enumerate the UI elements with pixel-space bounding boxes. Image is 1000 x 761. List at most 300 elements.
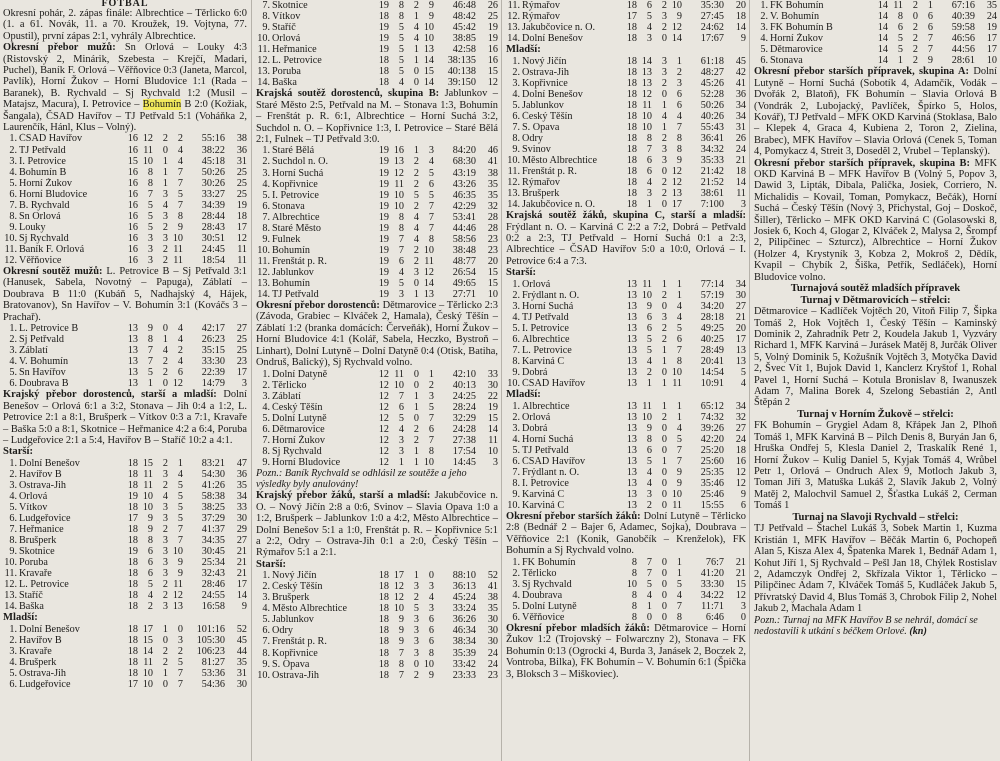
cell-score: 74:32 bbox=[700, 411, 724, 423]
cell-points: 10 bbox=[487, 289, 498, 301]
cell-wins: 5 bbox=[147, 579, 153, 591]
cell-points: 35 bbox=[986, 0, 997, 11]
cell-wins: 10 bbox=[393, 200, 404, 212]
cell-score: 11:71 bbox=[701, 600, 724, 612]
table-row bbox=[754, 22, 997, 33]
cell-score: 50:26 bbox=[700, 99, 724, 111]
cell-draws: 3 bbox=[661, 55, 667, 67]
cell-rank: 12. bbox=[4, 579, 17, 591]
cell-points: 25 bbox=[236, 188, 247, 200]
cell-wins: 13 bbox=[393, 156, 404, 168]
cell-draws: 3 bbox=[413, 581, 419, 593]
table-row bbox=[256, 369, 498, 380]
table-row bbox=[256, 636, 498, 647]
cell-team: Rýmařov bbox=[522, 177, 560, 189]
cell-played: 18 bbox=[626, 199, 637, 211]
cell-played: 18 bbox=[626, 166, 637, 178]
cell-played: 18 bbox=[378, 625, 389, 637]
cell-played: 19 bbox=[378, 244, 389, 256]
table-row bbox=[256, 603, 498, 614]
cell-points: 34 bbox=[735, 278, 746, 290]
cell-played: 16 bbox=[127, 133, 138, 145]
cell-points: 30 bbox=[487, 636, 498, 648]
cell-rank: 8. bbox=[512, 477, 520, 489]
cell-rank: 5. bbox=[262, 412, 270, 424]
cell-score: 41:37 bbox=[201, 524, 225, 536]
cell-team: Baška bbox=[19, 601, 44, 613]
cell-losses: 7 bbox=[676, 344, 682, 356]
cell-draws: 0 bbox=[413, 368, 419, 380]
cell-played: 13 bbox=[626, 311, 637, 323]
cell-played: 18 bbox=[127, 457, 138, 469]
cell-losses: 1 bbox=[676, 400, 682, 412]
cell-played: 18 bbox=[626, 155, 637, 167]
cell-draws: 1 bbox=[162, 623, 168, 635]
cell-wins: 4 bbox=[398, 77, 404, 89]
cell-losses: 7 bbox=[428, 434, 434, 446]
cell-rank: 6. bbox=[262, 625, 270, 637]
cell-losses: 2 bbox=[428, 379, 434, 391]
cell-team: Frenštát p. R. bbox=[272, 636, 327, 648]
cell-played: 13 bbox=[626, 444, 637, 456]
cell-score: 65:12 bbox=[700, 400, 724, 412]
pripravky-skupina-b-results bbox=[754, 158, 997, 283]
results-text: MFK OKD Karviná B – MFK Havířov B (Volný 5, Popov 3, Dawid 3, Lipták, Dibala, Palička, Josiek, Corriero, N. Michalidis – Kovail, Toman, Pomykacz, Bečák), Horní Suchá – Český Těšín (Nový 3, Přichystal, Goj – Doskoč, Šiller), Těrlicko – MFK OKD Karviná C (Golasowski 8, Josiek 6, Koch 4, Glogar 2, Klváček 2, Malysa 2, Šrompf 2, Pilipčinec – Szturcz), Albrechtice – Horní Žukov (Holzer 4, Krystyník 3, Kobza 2, Mokroš 2, Dědík, Kvapil – Chybík 2, Šiška, Petřík, Sedláček), Horní Bludovice volno. bbox=[754, 157, 997, 283]
cell-rank: 1. bbox=[512, 55, 520, 67]
cell-points: 19 bbox=[986, 22, 997, 34]
cell-draws: 1 bbox=[413, 570, 419, 582]
cell-wins: 7 bbox=[398, 390, 404, 402]
cell-losses: 4 bbox=[428, 592, 434, 604]
cell-losses: 6 bbox=[676, 333, 682, 345]
cell-team: Jakubčovice n. O. bbox=[522, 199, 595, 211]
cell-draws: 2 bbox=[661, 333, 667, 345]
cell-points: 34 bbox=[236, 490, 247, 502]
cell-score: 28:24 bbox=[452, 401, 476, 413]
cell-team: Havířov B bbox=[19, 634, 62, 646]
cell-draws: 3 bbox=[413, 614, 419, 626]
cell-rank: 5. bbox=[9, 177, 17, 189]
cell-draws: 0 bbox=[413, 66, 419, 78]
cell-losses: 7 bbox=[177, 679, 183, 691]
cell-team: ČSAD Havířov bbox=[19, 133, 83, 145]
cell-team: Horní Suchá bbox=[522, 433, 574, 445]
cell-rank: 5. bbox=[262, 189, 270, 201]
cell-team: Staříč bbox=[272, 22, 296, 34]
cell-points: 32 bbox=[487, 200, 498, 212]
cell-played: 19 bbox=[378, 189, 389, 201]
table-row bbox=[256, 614, 498, 625]
cell-played: 19 bbox=[378, 22, 389, 34]
cell-score: 23:33 bbox=[452, 669, 476, 681]
table-row bbox=[3, 590, 247, 601]
cell-losses: 5 bbox=[177, 656, 183, 668]
cell-played: 18 bbox=[127, 524, 138, 536]
cell-draws: 0 bbox=[162, 679, 168, 691]
cell-wins: 5 bbox=[398, 66, 404, 78]
table-row bbox=[3, 546, 247, 557]
table-row bbox=[3, 133, 247, 144]
cell-points: 25 bbox=[236, 177, 247, 189]
cell-wins: 7 bbox=[147, 356, 153, 368]
cell-draws: 2 bbox=[912, 33, 918, 45]
cell-rank: 6. bbox=[512, 333, 520, 345]
scorers-paragraph: TJ Petřvald – Štachel Lukáš 3, Sobek Martin 1, Kuzma Kristián 1, MFK Havířov – Běčák Martin 6, Pochopeň Alan 5, Kisza Alex 4, Špatenka Marek 1, Bednář Adam 1, Kohut Jiří 1, Sj Rychvald – Pešl Jan 18, Chýlek Rostislav 2, Adamczyk Ondřej 2, Skřízala Viktor 1, Těrlicko – Pilipčinec Adam 7, Klváček Tomáš 5, Kudláček Jakub 5, Přívratský David 4, Blus Tomáš 3, Chrobok Filip 2, Nohel Jakub 2, Machala Adam 1 bbox=[754, 523, 997, 615]
cell-losses: 14 bbox=[423, 55, 434, 67]
cell-losses: 11 bbox=[173, 243, 183, 255]
cell-rank: 4. bbox=[262, 178, 270, 190]
cell-points: 15 bbox=[487, 277, 498, 289]
cell-played: 19 bbox=[378, 277, 389, 289]
table-row bbox=[256, 201, 498, 212]
cell-rank: 6. bbox=[512, 110, 520, 122]
cell-losses: 6 bbox=[927, 22, 933, 34]
cell-score: 33:30 bbox=[700, 578, 724, 590]
cell-losses: 14 bbox=[671, 33, 682, 45]
cell-rank: 4. bbox=[512, 88, 520, 100]
cell-points: 24 bbox=[986, 11, 997, 23]
cell-team: Karviná C bbox=[522, 499, 565, 511]
cell-played: 18 bbox=[378, 647, 389, 659]
cell-losses: 2 bbox=[177, 345, 183, 357]
cell-losses: 2 bbox=[676, 66, 682, 78]
cell-points: 15 bbox=[487, 266, 498, 278]
cell-played: 12 bbox=[378, 390, 389, 402]
cell-points: 15 bbox=[487, 412, 498, 424]
cell-wins: 1 bbox=[147, 378, 153, 390]
table-row bbox=[3, 513, 247, 524]
cell-rank: 10. bbox=[4, 232, 17, 244]
cell-played: 14 bbox=[877, 22, 888, 34]
subheading-mladsi: Mladší: bbox=[506, 44, 541, 56]
cell-team: Fulnek bbox=[272, 233, 301, 245]
cell-points: 11 bbox=[488, 434, 498, 446]
krajsky-prebor-zaku-results bbox=[256, 490, 498, 558]
table-row bbox=[506, 334, 746, 345]
cell-wins: 1 bbox=[398, 456, 404, 468]
cell-losses: 13 bbox=[671, 188, 682, 200]
cell-score: 35:46 bbox=[700, 477, 724, 489]
cell-rank: 1. bbox=[9, 133, 17, 145]
cell-draws: 3 bbox=[661, 66, 667, 78]
cell-team: Staré Město bbox=[272, 222, 321, 234]
cell-rank: 4. bbox=[9, 166, 17, 178]
cell-points: 3 bbox=[740, 199, 746, 211]
cell-losses: 1 bbox=[177, 457, 183, 469]
cell-score: 43:19 bbox=[452, 167, 476, 179]
cell-draws: 2 bbox=[413, 255, 419, 267]
section-heading: Okresní přebor mužů: bbox=[3, 42, 116, 54]
cell-points: 30 bbox=[735, 289, 746, 301]
cell-played: 18 bbox=[378, 603, 389, 615]
results-text: B 2:0 (Kožiak, Šangala), ČSAD Havířov – TJ Petřvald 5:1 (Voháňka 2, Laurenčík, Hánl, Klus – Volný). bbox=[3, 99, 247, 134]
cell-score: 45:42 bbox=[452, 22, 476, 34]
results-text: Jakubčovice n. O. – Nový Jičín 2:8 a 0:6, Svinov – Slavia Opava 1:0 a 1:2, Brušperk – Jablunkov 1:0 a 4:2, Město Albrechtice – Dolní Benešov 5:1 a 1:0, Frenštát p. R. – Kopřivnice 5:1 a 2:2, Odry – Ostrava-Jih 0:1 a 2:0, Český Těšín – Rýmařov 5:1 a 2:1. bbox=[256, 490, 498, 559]
table-row bbox=[256, 625, 498, 636]
cell-rank: 12. bbox=[257, 266, 270, 278]
cell-points: 41 bbox=[487, 156, 498, 168]
cell-score: 34:20 bbox=[700, 300, 724, 312]
cell-points: 36 bbox=[236, 468, 247, 480]
cell-score: 34:35 bbox=[201, 535, 225, 547]
cell-score: 33:27 bbox=[201, 188, 225, 200]
standings-table bbox=[3, 624, 247, 690]
cell-team: FK Bohumín bbox=[770, 0, 824, 11]
cell-draws: 1 bbox=[661, 344, 667, 356]
cell-points: 14 bbox=[735, 177, 746, 189]
cell-draws: 4 bbox=[413, 22, 419, 34]
table-row bbox=[506, 312, 746, 323]
cell-points: 24 bbox=[735, 433, 746, 445]
table-row bbox=[506, 500, 746, 511]
cell-draws: 3 bbox=[162, 601, 168, 613]
scorers-paragraph: FK Bohumín – Grygiel Adam 8, Křápek Jan 2, Plhoň Tomáš 1, MFK Karviná B – Pilch Denis 8, Buryán Jan 6, Hruška Ondřej 5, Klesla Daniel 2, Traskalík René 1, Horní Žukov – Kulig Daniel 5, Kyjak Tomáš 4, Wrůbel Petr 1, Orlová – Ondruch Alex 9, Motloch Jakub 3, Toman Jiří 3, Matuška Lukáš 2, Slavík Jakub 2, Volný Matěj 2, Malochvil Samuel 2, Šťastka Lukáš 2, Cerman Tomáš 1 bbox=[754, 420, 997, 512]
cell-draws: 0 bbox=[661, 499, 667, 511]
cell-rank: 2. bbox=[512, 411, 520, 423]
cell-wins: 7 bbox=[398, 647, 404, 659]
table-row bbox=[506, 301, 746, 312]
section-heading: Okresní přebor starších žáků: bbox=[506, 511, 641, 523]
cell-draws: 0 bbox=[162, 634, 168, 646]
cell-played: 19 bbox=[378, 222, 389, 234]
cell-rank: 9. bbox=[262, 233, 270, 245]
cell-wins: 9 bbox=[147, 323, 153, 335]
table-row bbox=[506, 199, 746, 210]
cell-team: Rýmařov bbox=[522, 11, 560, 23]
cell-score: 40:25 bbox=[700, 333, 724, 345]
cell-score: 42:20 bbox=[700, 433, 724, 445]
cell-played: 14 bbox=[877, 33, 888, 45]
cell-draws: 1 bbox=[162, 166, 168, 178]
cell-points: 19 bbox=[487, 33, 498, 45]
cell-played: 12 bbox=[378, 379, 389, 391]
cell-wins: 10 bbox=[641, 411, 652, 423]
cell-draws: 2 bbox=[661, 188, 667, 200]
table-row bbox=[506, 0, 746, 11]
cell-points: 31 bbox=[236, 155, 247, 167]
cell-score: 83:21 bbox=[201, 457, 225, 469]
pripravky-skupina-a-results bbox=[754, 66, 997, 157]
table-row bbox=[506, 601, 746, 612]
cell-losses: 10 bbox=[671, 367, 682, 379]
cell-played: 12 bbox=[378, 445, 389, 457]
cell-wins: 6 bbox=[646, 322, 652, 334]
cell-rank: 8. bbox=[9, 210, 17, 222]
cell-score: 30:26 bbox=[201, 177, 225, 189]
section-masthead: FOTBAL bbox=[101, 0, 149, 9]
cell-rank: 12. bbox=[507, 11, 520, 23]
cell-score: 40:13 bbox=[452, 379, 476, 391]
table-row bbox=[256, 289, 498, 300]
cell-wins: 6 bbox=[398, 255, 404, 267]
cell-team: Jablunkov bbox=[272, 614, 314, 626]
cell-team: ČSAD Havířov bbox=[522, 455, 586, 467]
cell-score: 42:17 bbox=[201, 323, 225, 335]
cell-rank: 7. bbox=[262, 434, 270, 446]
cell-losses: 5 bbox=[177, 188, 183, 200]
cell-rank: 14. bbox=[257, 77, 270, 89]
table-row bbox=[3, 524, 247, 535]
cell-wins: 4 bbox=[646, 22, 652, 34]
table-row bbox=[256, 234, 498, 245]
cell-wins: 3 bbox=[147, 254, 153, 266]
cell-losses: 14 bbox=[423, 77, 434, 89]
cell-wins: 8 bbox=[398, 211, 404, 223]
cell-losses: 4 bbox=[676, 589, 682, 601]
cell-points: 11 bbox=[237, 243, 247, 255]
cell-losses: 8 bbox=[428, 647, 434, 659]
results-text: Dolní Lutyně – Těrlicko 2:8 (Bednář 2 – Bajer 6, Adamec, Sojka), Doubrava – Věřňovice 2:1 (Konik, Ganobčík – Krenželok), FK Bohumín a Sj Rychvald volno. bbox=[506, 511, 746, 557]
cell-draws: 2 bbox=[413, 178, 419, 190]
krajska-soutez-dorostencu-results bbox=[256, 88, 498, 145]
cell-draws: 3 bbox=[162, 557, 168, 569]
cell-points: 12 bbox=[735, 589, 746, 601]
cell-played: 18 bbox=[127, 535, 138, 547]
cell-team: Heřmanice bbox=[19, 524, 64, 536]
cell-score: 49:25 bbox=[700, 322, 724, 334]
cell-rank: 1. bbox=[262, 570, 270, 582]
cell-rank: 2. bbox=[262, 581, 270, 593]
cell-points: 24 bbox=[487, 647, 498, 659]
cell-team: Ostrava-Jih bbox=[522, 66, 569, 78]
cell-team: Kopřivnice bbox=[522, 77, 568, 89]
cell-draws: 1 bbox=[661, 121, 667, 133]
standings-table bbox=[506, 401, 746, 511]
cell-points: 25 bbox=[236, 166, 247, 178]
cell-score: 14:79 bbox=[201, 378, 225, 390]
cell-wins: 1 bbox=[646, 600, 652, 612]
cell-rank: 9. bbox=[262, 456, 270, 468]
cell-points: 17 bbox=[986, 33, 997, 45]
note: Pozn.: Baník Rychvald se odhlásil ze soutěže a jeho výsledky byly anulovány! bbox=[256, 467, 467, 491]
cell-rank: 4. bbox=[262, 603, 270, 615]
cell-played: 12 bbox=[378, 368, 389, 380]
cell-points: 18 bbox=[735, 11, 746, 23]
cell-wins: 6 bbox=[646, 0, 652, 11]
cell-draws: 0 bbox=[162, 323, 168, 335]
cell-points: 5 bbox=[740, 367, 746, 379]
cell-draws: 2 bbox=[661, 77, 667, 89]
cell-losses: 7 bbox=[177, 199, 183, 211]
table-row bbox=[506, 590, 746, 601]
cell-played: 13 bbox=[127, 356, 138, 368]
cell-wins: 10 bbox=[393, 189, 404, 201]
cell-losses: 1 bbox=[676, 55, 682, 67]
cell-score: 42:10 bbox=[452, 368, 476, 380]
cell-points: 17 bbox=[236, 367, 247, 379]
cell-draws: 0 bbox=[661, 88, 667, 100]
cell-draws: 4 bbox=[413, 233, 419, 245]
cell-played: 19 bbox=[127, 546, 138, 558]
cell-wins: 3 bbox=[646, 488, 652, 500]
cell-wins: 8 bbox=[398, 658, 404, 670]
table-row bbox=[506, 467, 746, 478]
cell-wins: 6 bbox=[147, 546, 153, 558]
cell-draws: 0 bbox=[661, 444, 667, 456]
cell-points: 21 bbox=[236, 568, 247, 580]
cell-draws: 0 bbox=[661, 578, 667, 590]
cell-rank: 11. bbox=[257, 44, 270, 56]
cell-wins: 3 bbox=[646, 33, 652, 45]
cell-team: Havířov B bbox=[19, 468, 62, 480]
cell-rank: 2. bbox=[9, 468, 17, 480]
table-row bbox=[506, 111, 746, 122]
cell-points: 27 bbox=[236, 323, 247, 335]
cell-rank: 10. bbox=[257, 33, 270, 45]
table-row bbox=[3, 211, 247, 222]
cell-team: FK Bohumín bbox=[522, 556, 576, 568]
cell-wins: 7 bbox=[147, 345, 153, 357]
cell-rank: 6. bbox=[9, 378, 17, 390]
table-row bbox=[3, 502, 247, 513]
cell-wins: 7 bbox=[147, 188, 153, 200]
cell-wins: 9 bbox=[398, 625, 404, 637]
cell-played: 18 bbox=[127, 557, 138, 569]
results-text: Frýdlant n. O. – Karviná C 2:2 a 7:2, Dobrá – Petřvald 0:2 a 2:3, TJ Petřvald – Horní Suchá 0:1 a 2:3, Albrechtice – ČSAD Havířov 5:0 a 10:0, Orlová – I. Petrovice 6:4 a 7:3. bbox=[506, 221, 746, 267]
table-row bbox=[754, 33, 997, 44]
cell-score: 53:36 bbox=[201, 668, 225, 680]
cell-played: 14 bbox=[877, 44, 888, 56]
cell-played: 18 bbox=[626, 22, 637, 34]
cell-wins: 11 bbox=[642, 278, 652, 290]
cell-rank: 13. bbox=[257, 66, 270, 78]
cell-wins: 9 bbox=[646, 300, 652, 312]
cell-team: L. Petrovice bbox=[272, 55, 322, 67]
cell-draws: 2 bbox=[413, 669, 419, 681]
cell-losses: 11 bbox=[672, 378, 682, 390]
cell-team: I. Petrovice bbox=[522, 322, 569, 334]
cell-points: 42 bbox=[735, 66, 746, 78]
cell-rank: 8. bbox=[262, 222, 270, 234]
cell-losses: 12 bbox=[671, 177, 682, 189]
cell-losses: 9 bbox=[177, 557, 183, 569]
cell-played: 18 bbox=[378, 77, 389, 89]
cell-draws: 3 bbox=[661, 155, 667, 167]
cell-team: Vítkov bbox=[272, 11, 301, 23]
cell-points: 16 bbox=[487, 55, 498, 67]
cell-points: 19 bbox=[487, 401, 498, 413]
cell-losses: 6 bbox=[428, 178, 434, 190]
cell-score: 24:25 bbox=[452, 390, 476, 402]
cell-points: 13 bbox=[735, 344, 746, 356]
cell-played: 13 bbox=[127, 378, 138, 390]
cell-played: 18 bbox=[626, 0, 637, 11]
cell-wins: 6 bbox=[646, 166, 652, 178]
cell-draws: 2 bbox=[413, 592, 419, 604]
cell-score: 27:45 bbox=[700, 11, 724, 23]
cell-score: 38:22 bbox=[201, 144, 225, 156]
cell-points: 34 bbox=[735, 110, 746, 122]
krajska-soutez-zaku-c-results bbox=[506, 210, 746, 267]
cell-rank: 2. bbox=[512, 567, 520, 579]
cell-draws: 0 bbox=[413, 658, 419, 670]
cell-losses: 11 bbox=[173, 254, 183, 266]
cell-rank: 11. bbox=[507, 166, 520, 178]
cell-wins: 6 bbox=[646, 155, 652, 167]
cell-team: Vítkov bbox=[19, 501, 48, 513]
cell-points: 3 bbox=[740, 600, 746, 612]
cell-draws: 3 bbox=[162, 232, 168, 244]
cell-points: 31 bbox=[735, 121, 746, 133]
cell-team: Doubrava B bbox=[19, 378, 69, 390]
cell-team: Horní Bludovice bbox=[272, 456, 341, 468]
cell-draws: 3 bbox=[162, 546, 168, 558]
table-row bbox=[506, 78, 746, 89]
cell-team: Albrechtice bbox=[272, 211, 320, 223]
cell-wins: 4 bbox=[646, 177, 652, 189]
cell-draws: 3 bbox=[162, 535, 168, 547]
cell-losses: 1 bbox=[676, 411, 682, 423]
